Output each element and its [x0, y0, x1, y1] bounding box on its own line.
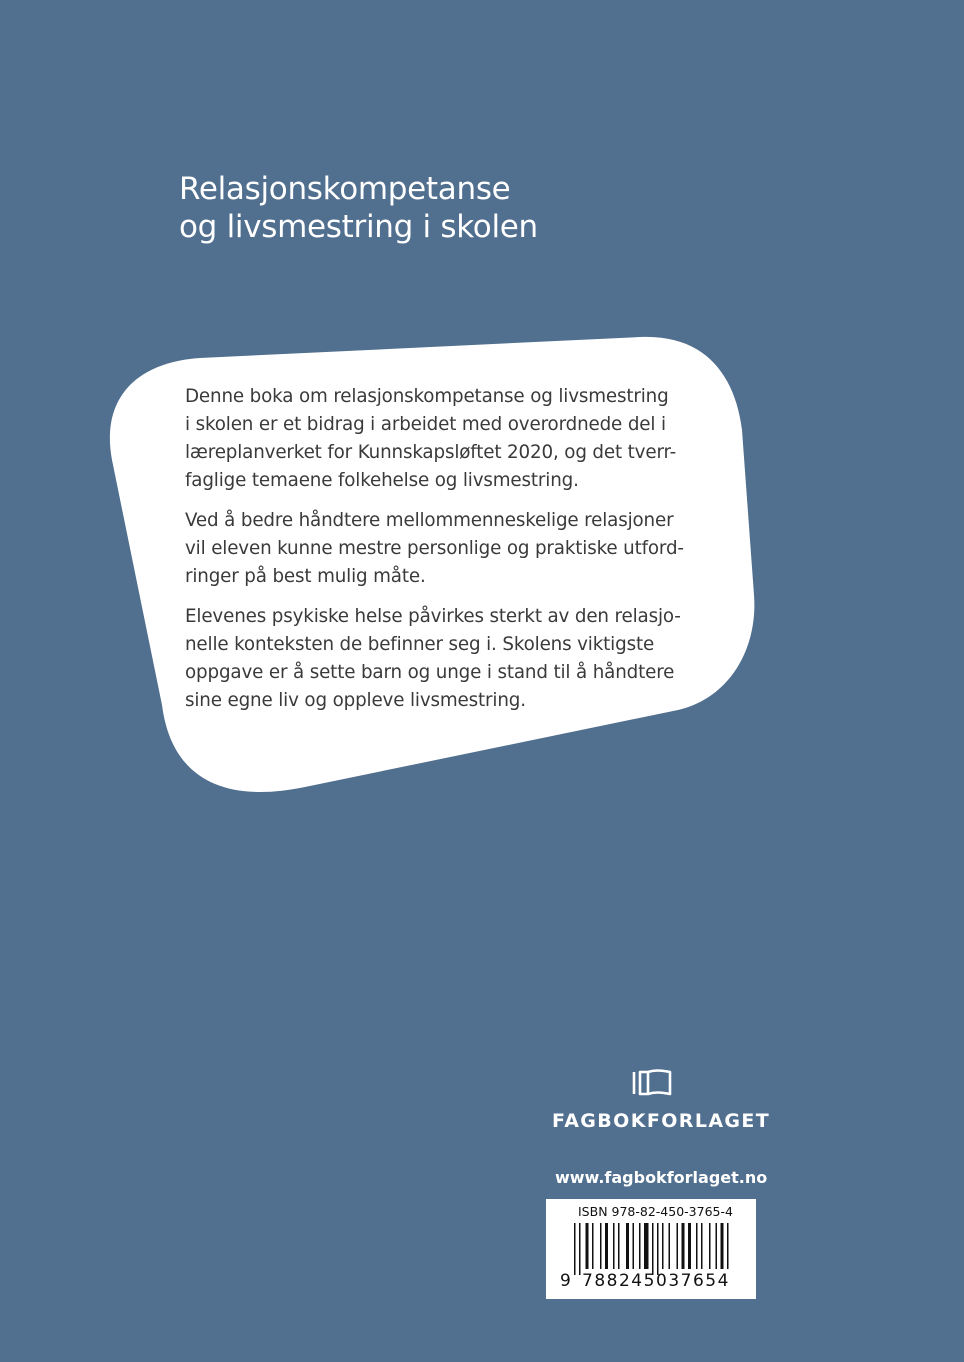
barcode-bar [618, 1223, 620, 1269]
barcode-bar [709, 1223, 711, 1269]
barcode-digit-group-2: 037654 [656, 1271, 730, 1291]
barcode-bar [605, 1223, 608, 1269]
blurb-line: ringer på best mulig måte. [185, 566, 426, 587]
publisher-website: www.fagbokforlaget.no [555, 1168, 768, 1187]
blurb-line: i skolen er et bidrag i arbeidet med overordnede del i [185, 414, 666, 435]
barcode-bar [633, 1223, 635, 1269]
blurb-line: vil eleven kunne mestre personlige og praktiske utford- [185, 538, 684, 559]
blurb-line: sine egne liv og oppleve livsmestring. [185, 690, 526, 711]
barcode-bar [626, 1223, 629, 1269]
barcode-bar [600, 1223, 602, 1269]
book-logo-icon [630, 1068, 674, 1100]
barcode-bar [669, 1223, 671, 1269]
blurb-line: Elevenes psykiske helse påvirkes sterkt av den relasjo- [185, 606, 681, 627]
blurb-paragraph-1 [185, 383, 725, 495]
barcode-bar [721, 1223, 724, 1269]
barcode-first-digit: 9 [560, 1271, 571, 1291]
blurb-line: læreplanverket for Kunnskapsløftet 2020, og det tverr- [185, 442, 677, 463]
barcode-digit-group-1: 788245 [582, 1271, 656, 1291]
publisher-name: FAGBOKFORLAGET [552, 1110, 771, 1132]
barcode-bar [677, 1223, 679, 1269]
barcode-bar [657, 1223, 659, 1275]
barcode-bar [579, 1223, 581, 1275]
isbn-label: ISBN 978-82-450-3765-4 [578, 1204, 733, 1219]
isbn-barcode [546, 1199, 756, 1299]
book-title-line-1: Relasjonskompetanse [179, 171, 511, 207]
barcode-bar [592, 1223, 594, 1269]
blurb-line: Denne boka om relasjonskompetanse og livsmestring [185, 386, 669, 407]
barcode-bar [727, 1223, 729, 1269]
barcode-bar [586, 1223, 589, 1269]
barcode-bar [574, 1223, 576, 1275]
barcode-bars [574, 1223, 734, 1275]
barcode-bar [696, 1223, 698, 1269]
barcode-bar [662, 1223, 664, 1269]
barcode-bar [644, 1223, 649, 1269]
blurb-paragraph-3 [185, 603, 725, 715]
barcode-bar [652, 1223, 654, 1275]
publisher-logo [552, 1068, 771, 1132]
barcode-bar [613, 1223, 615, 1269]
blurb-line: nelle konteksten de befinner seg i. Skolens viktigste [185, 634, 655, 655]
barcode-bar [701, 1223, 703, 1269]
barcode-bar [716, 1223, 718, 1269]
barcode-bar [688, 1223, 691, 1269]
back-cover-blurb [185, 383, 725, 727]
barcode-bar [639, 1223, 641, 1269]
blurb-line: faglige temaene folkehelse og livsmestring. [185, 470, 579, 491]
blurb-line: oppgave er å sette barn og unge i stand til å håndtere [185, 662, 675, 683]
blurb-line: Ved å bedre håndtere mellommenneskelige relasjoner [185, 510, 674, 531]
book-title-line-2: og livsmestring i skolen [179, 209, 538, 245]
blurb-paragraph-2 [185, 507, 725, 591]
barcode-bar [682, 1223, 685, 1269]
